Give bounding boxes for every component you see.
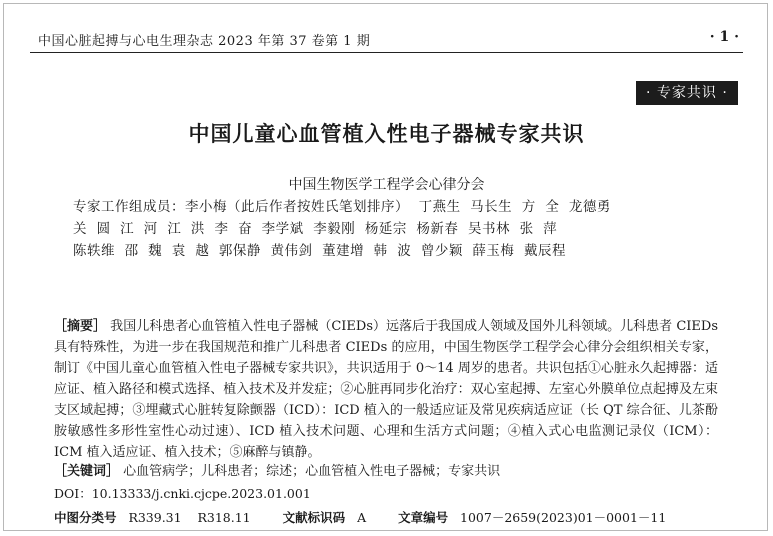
- journal-running-title: 中国心脏起搏与心电生理杂志 2023 年第 37 卷第 1 期: [38, 34, 371, 49]
- expert-line-3: 陈轶维 邵 魏 袁 越 郭保静 黄伟剑 董建增 韩 波 曾少颖 薛玉梅 戴辰程: [73, 243, 566, 259]
- doi[interactable]: DOI：10.13333/j.cnki.cjcpe.2023.01.001: [54, 486, 311, 501]
- experts-label: 专家工作组成员：: [73, 199, 185, 215]
- classification-line: [54, 508, 666, 526]
- keywords-label: ［关键词］: [54, 464, 120, 479]
- keywords-text: 心血管病学；儿科患者；综述；心血管植入性电子器械；专家共识: [119, 464, 501, 479]
- author-organization: 中国生物医学工程学会心律分会: [288, 177, 485, 193]
- article-no-value: 1007－2659(2023)01－0001－11: [460, 510, 667, 525]
- abstract-text: 我国儿科患者心血管植入性电子器械（CIEDs）远落后于我国成人领域及国外儿科领域。儿科患者 CIEDs 具有特殊性，为进一步在我国规范和推广儿科患者 CIEDs 的应用，中国生物医学工程学会心律分会组织相关专家，制订《中国儿童心血管植入性电子器械专家共识》，共识适用于 0～14 周岁的患者。共识包括①心脏永久起搏器：适应证、植入路径和模式选择、植入技术及并发症；②心脏再同步化治疗：双心室起搏、左室心外膜单位点起搏及左束支区域起搏；③埋藏式心脏转复除颤器（ICD）：ICD 植入的一般适应证及常见疾病适应证（长 QT 综合征、儿茶酚胺敏感性多形性室性心动过速）、ICD 植入技术问题、心理和生活方式问题；④植入式心电监测记录仪（ICM）：ICM 植入适应证、植入技术；⑤麻醉与镇静。: [54, 319, 718, 460]
- header-rule: [30, 52, 743, 53]
- article-title: 中国儿童心血管植入性电子器械专家共识: [188, 122, 585, 146]
- experts-names-1: 李小梅（此后作者按姓氏笔划排序） 丁燕生 马长生 方 全 龙德勇: [185, 199, 611, 215]
- section-badge: · 专家共识 ·: [636, 81, 738, 105]
- expert-group: [73, 196, 705, 262]
- article-no-label: 文章编号: [398, 510, 449, 525]
- abstract: [54, 316, 718, 463]
- page-number: · 1 ·: [709, 29, 739, 45]
- expert-line-2: 关 圆 江 河 江 洪 李 奋 李学斌 李毅刚 杨延宗 杨新春 吴书林 张 萍: [73, 221, 558, 237]
- abstract-label: ［摘要］: [54, 319, 107, 334]
- doc-code-value: A: [357, 510, 367, 525]
- doc-code-label: 文献标识码: [282, 510, 346, 525]
- expert-line-1: [73, 196, 705, 218]
- clc-value: R339.31 R318.11: [128, 510, 251, 525]
- keywords: [54, 460, 718, 479]
- clc-label: 中图分类号: [54, 510, 117, 525]
